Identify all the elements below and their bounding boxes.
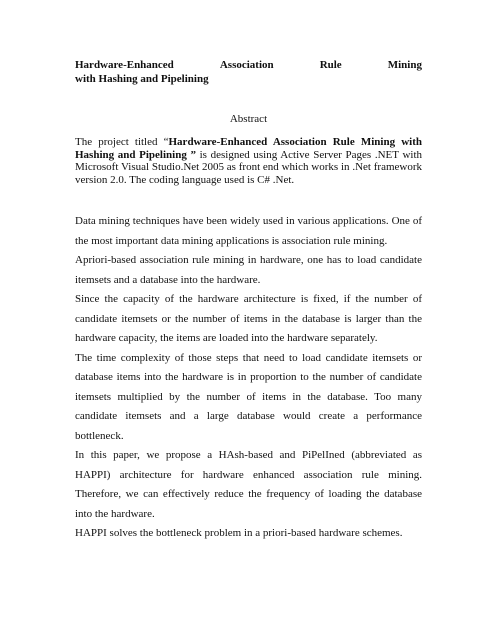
title-word-2: Association [219,59,274,71]
title-word-4: Mining [387,59,422,71]
body-paragraph: The time complexity of those steps that need to load candidate itemsets or database items into the hardware is in proportion to the number of candidate itemsets multiplied by the number of items in the database. Too many candidate itemsets and a large database would create a performance bottleneck. [75,351,422,442]
intro-post: is designed using Active Server Pages .NET with Microsoft Visual Studio.Net 2005 as front end which works in .Net framework version 2.0. The coding language used is C# .Net. [75,148,422,186]
intro-paragraph [75,136,422,186]
body-paragraph: In this paper, we propose a HAsh-based and PiPelIned (abbreviated as HAPPI) architecture for hardware enhanced association rule mining. Therefore, we can effectively reduce the frequency of loading the database into the hardware. [75,449,422,520]
title-line-2: with Hashing and Pipelining [75,73,209,85]
document-title [75,58,422,86]
title-line-1 [75,58,422,72]
abstract-heading: Abstract [229,113,268,125]
abstract-body [75,212,422,544]
title-word-1: Hardware-Enhanced [75,59,174,71]
body-paragraph: Since the capacity of the hardware architecture is fixed, if the number of candidate itemsets or the number of items in the database is larger than the hardware capacity, the items are loaded into the hardware separately. [75,293,422,344]
body-paragraph: Apriori-based association rule mining in hardware, one has to load candidate itemsets and a database into the hardware. [75,254,422,286]
document-page [75,58,422,539]
body-paragraph: Data mining techniques have been widely used in various applications. One of the most important data mining applications is association rule mining. [75,215,422,247]
title-word-3: Rule [319,59,342,71]
body-paragraph: HAPPI solves the bottleneck problem in a priori-based hardware schemes. [75,527,403,539]
intro-project-title: Hardware-Enhanced Association Rule Mining with Hashing and Pipelining ” [75,136,422,161]
intro-pre: The project titled “ [75,136,169,148]
